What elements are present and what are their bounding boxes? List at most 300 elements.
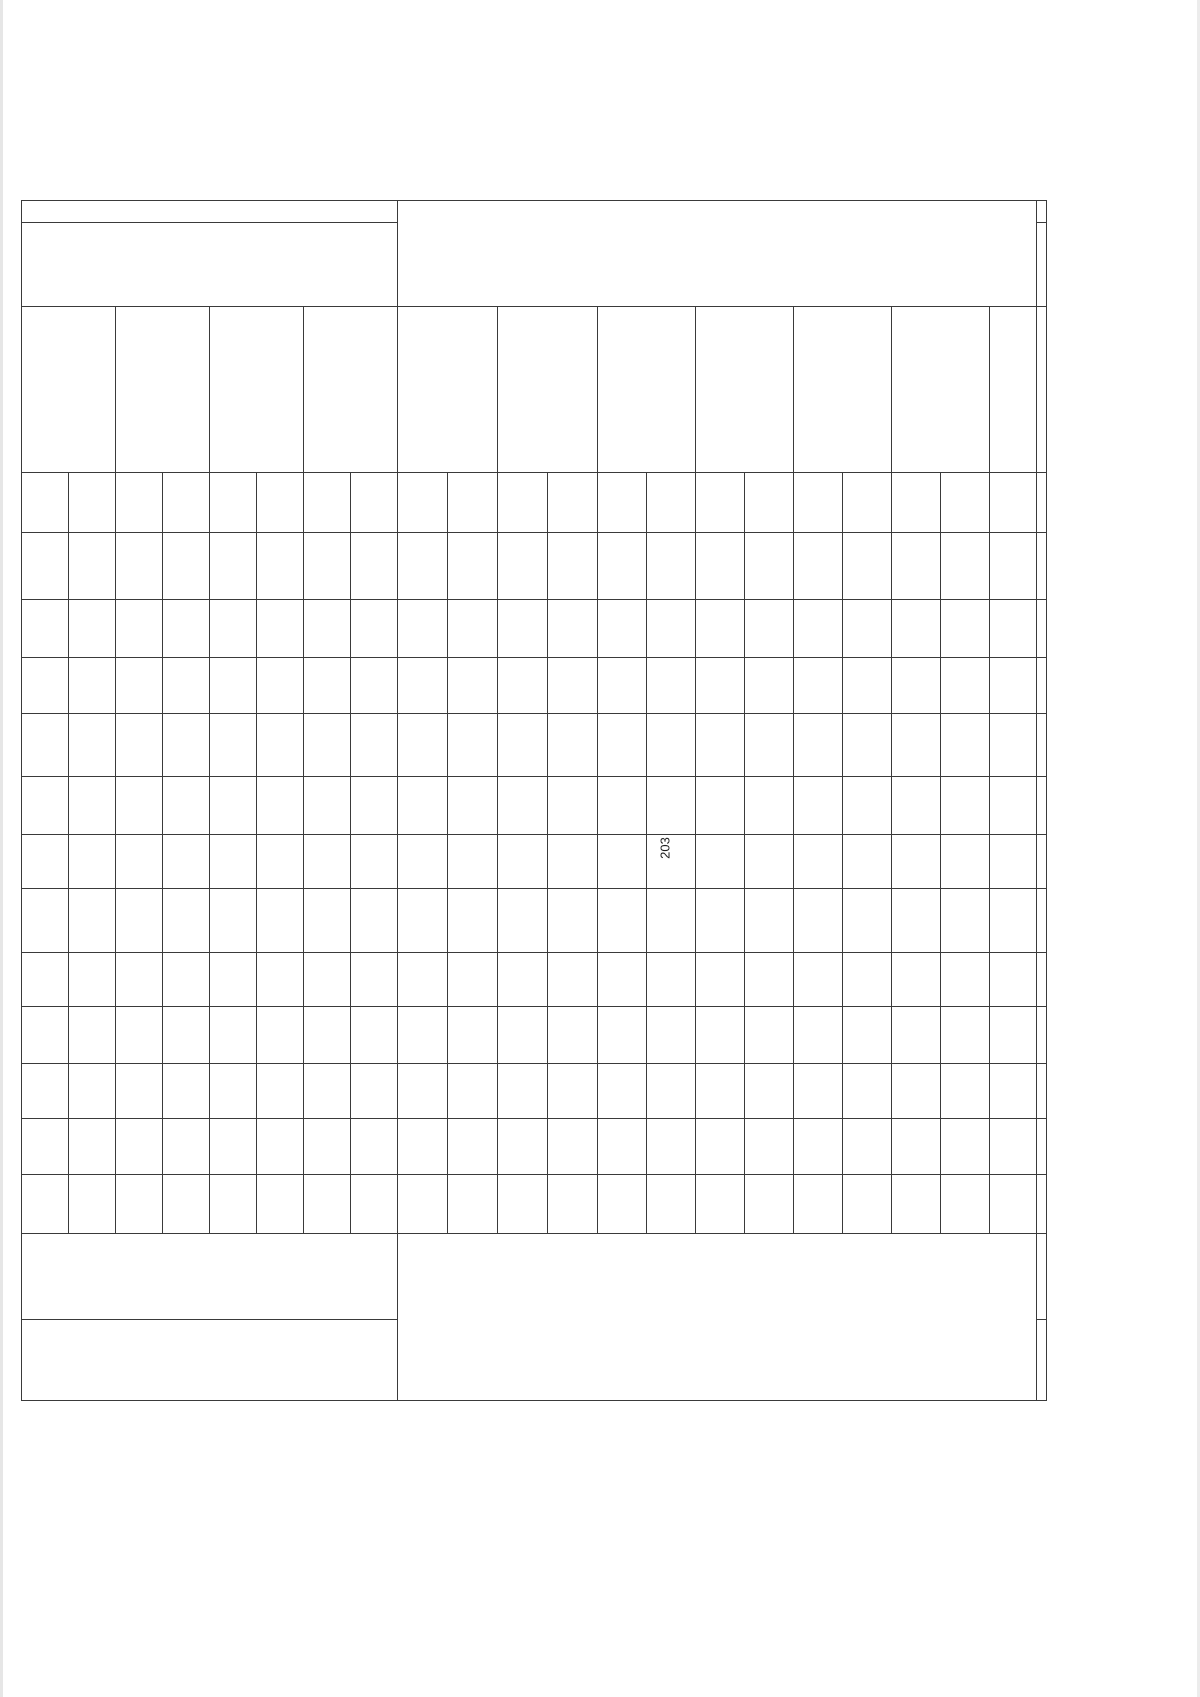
table-row [843, 201, 892, 1401]
table-row [69, 201, 116, 1401]
value-cell [22, 1175, 69, 1234]
value-cell [163, 714, 210, 777]
value-cell [448, 1064, 498, 1119]
row-label [498, 307, 598, 473]
value-cell [163, 600, 210, 658]
value-cell [990, 714, 1037, 777]
value-cell [990, 1064, 1037, 1119]
page-number: 203 [657, 837, 673, 859]
value-cell [941, 953, 990, 1007]
value-cell [398, 600, 448, 658]
value-cell [892, 1007, 941, 1064]
value-cell [498, 1064, 548, 1119]
row-label [116, 307, 210, 473]
value-cell [498, 1007, 548, 1064]
blank-cell [398, 1234, 1037, 1401]
value-cell [304, 600, 351, 658]
value-cell [990, 1119, 1037, 1175]
value-cell [304, 777, 351, 835]
value-cell [941, 1007, 990, 1064]
value-cell [69, 1119, 116, 1175]
value-cell [257, 1007, 304, 1064]
unit-cell [498, 473, 548, 533]
value-cell [548, 714, 598, 777]
value-cell [210, 658, 257, 714]
value-cell [210, 835, 257, 889]
value-cell [69, 600, 116, 658]
value-cell [69, 1064, 116, 1119]
value-cell [210, 1064, 257, 1119]
value-cell [398, 714, 448, 777]
value-cell [116, 777, 163, 835]
value-cell [116, 835, 163, 889]
value-cell [210, 533, 257, 600]
value-cell [794, 777, 843, 835]
value-cell [163, 658, 210, 714]
value-cell [448, 714, 498, 777]
value-cell [498, 1175, 548, 1234]
value-cell [22, 533, 69, 600]
value-cell [448, 658, 498, 714]
value-cell [745, 1175, 794, 1234]
value-cell [941, 658, 990, 714]
value-cell [598, 658, 647, 714]
value-cell [647, 1007, 696, 1064]
value-cell [843, 953, 892, 1007]
unit-cell [548, 473, 598, 533]
value-cell [351, 658, 398, 714]
value-cell [892, 1175, 941, 1234]
value-cell [990, 1007, 1037, 1064]
value-cell [990, 533, 1037, 600]
unit-cell [990, 473, 1037, 533]
value-cell [598, 889, 647, 953]
value-cell [498, 835, 548, 889]
value-cell [116, 714, 163, 777]
column-number [1037, 714, 1047, 777]
value-cell [351, 533, 398, 600]
unit-cell [941, 473, 990, 533]
row-label [794, 307, 892, 473]
value-cell [745, 1007, 794, 1064]
value-cell [351, 1007, 398, 1064]
column-number [1037, 307, 1047, 473]
value-cell [304, 1175, 351, 1234]
value-cell [990, 953, 1037, 1007]
value-cell [843, 889, 892, 953]
value-cell [941, 1064, 990, 1119]
value-cell [116, 1064, 163, 1119]
value-cell [941, 835, 990, 889]
value-cell [398, 1064, 448, 1119]
value-cell [69, 777, 116, 835]
value-cell [69, 1175, 116, 1234]
unit-cell [304, 473, 351, 533]
value-cell [598, 777, 647, 835]
value-cell [990, 835, 1037, 889]
value-cell [892, 1119, 941, 1175]
column-number [1037, 658, 1047, 714]
value-cell [843, 1119, 892, 1175]
unit-cell [647, 473, 696, 533]
unit-cell [696, 473, 745, 533]
column-number [1037, 1064, 1047, 1119]
value-cell [351, 600, 398, 658]
value-cell [598, 1119, 647, 1175]
value-cell [116, 1175, 163, 1234]
value-cell [398, 777, 448, 835]
value-cell [163, 889, 210, 953]
row-label [210, 307, 304, 473]
value-cell [794, 953, 843, 1007]
value-cell [794, 835, 843, 889]
value-cell [892, 889, 941, 953]
table-row [257, 201, 304, 1401]
value-cell [892, 600, 941, 658]
value-cell [304, 835, 351, 889]
blank-cell [398, 201, 1037, 307]
value-cell [598, 714, 647, 777]
value-cell [647, 777, 696, 835]
value-cell [598, 953, 647, 1007]
value-cell [448, 600, 498, 658]
value-cell [257, 533, 304, 600]
value-cell [990, 889, 1037, 953]
table-row [163, 201, 210, 1401]
value-cell [448, 1119, 498, 1175]
table-row [990, 201, 1037, 1401]
value-cell [745, 835, 794, 889]
value-cell [990, 658, 1037, 714]
value-cell [548, 1007, 598, 1064]
value-cell [745, 1119, 794, 1175]
value-cell [843, 1175, 892, 1234]
value-cell [351, 953, 398, 1007]
value-cell [69, 533, 116, 600]
column-number [1037, 600, 1047, 658]
value-cell [941, 600, 990, 658]
value-cell [745, 777, 794, 835]
value-cell [892, 777, 941, 835]
value-cell [304, 714, 351, 777]
value-cell [941, 777, 990, 835]
value-cell [304, 953, 351, 1007]
table-row [351, 201, 398, 1401]
value-cell [448, 1007, 498, 1064]
value-cell [843, 777, 892, 835]
value-cell [304, 658, 351, 714]
value-cell [892, 658, 941, 714]
column-number [1037, 223, 1047, 307]
unit-cell [69, 473, 116, 533]
value-cell [745, 658, 794, 714]
value-cell [498, 1119, 548, 1175]
value-cell [843, 714, 892, 777]
row-label [304, 307, 398, 473]
value-cell [498, 953, 548, 1007]
column-number [1037, 777, 1047, 835]
value-cell [257, 600, 304, 658]
value-cell [598, 533, 647, 600]
value-cell [398, 533, 448, 600]
value-cell [351, 835, 398, 889]
value-cell [548, 658, 598, 714]
value-cell [351, 1175, 398, 1234]
table-row [548, 201, 598, 1401]
unit-cell [210, 473, 257, 533]
table-body [22, 201, 1047, 1401]
value-cell [304, 533, 351, 600]
unit-cell [257, 473, 304, 533]
value-cell [351, 889, 398, 953]
table-row [745, 201, 794, 1401]
value-cell [990, 777, 1037, 835]
project-number [22, 201, 398, 223]
unit-cell [843, 473, 892, 533]
project-name [22, 223, 398, 307]
value-cell [892, 533, 941, 600]
value-cell [257, 658, 304, 714]
value-cell [794, 1007, 843, 1064]
value-cell [548, 1119, 598, 1175]
value-cell [696, 1064, 745, 1119]
value-cell [304, 1064, 351, 1119]
value-cell [116, 953, 163, 1007]
value-cell [210, 714, 257, 777]
value-cell [69, 658, 116, 714]
value-cell [448, 889, 498, 953]
value-cell [398, 953, 448, 1007]
row-label [892, 307, 990, 473]
value-cell [892, 714, 941, 777]
value-cell [116, 533, 163, 600]
value-cell [69, 1007, 116, 1064]
value-cell [448, 953, 498, 1007]
value-cell [745, 600, 794, 658]
value-cell [398, 658, 448, 714]
value-cell [210, 1007, 257, 1064]
value-cell [843, 600, 892, 658]
value-cell [548, 889, 598, 953]
value-cell [304, 1007, 351, 1064]
value-cell [745, 714, 794, 777]
value-cell [745, 533, 794, 600]
column-number [1037, 953, 1047, 1007]
value-cell [647, 658, 696, 714]
value-cell [163, 1119, 210, 1175]
value-cell [498, 777, 548, 835]
unit-cell [116, 473, 163, 533]
value-cell [745, 953, 794, 1007]
value-cell [794, 1175, 843, 1234]
value-cell [448, 835, 498, 889]
value-cell [647, 835, 696, 889]
unit-cell [163, 473, 210, 533]
value-cell [696, 533, 745, 600]
column-numbers-row [1037, 201, 1047, 1401]
value-cell [210, 600, 257, 658]
value-cell [696, 1175, 745, 1234]
value-cell [163, 777, 210, 835]
value-cell [745, 1064, 794, 1119]
column-number [1037, 1320, 1047, 1401]
value-cell [116, 889, 163, 953]
row-label [22, 307, 116, 473]
purpose-cell [22, 1320, 398, 1401]
value-cell [794, 658, 843, 714]
value-cell [843, 658, 892, 714]
value-cell [448, 1175, 498, 1234]
value-cell [647, 1119, 696, 1175]
value-cell [163, 835, 210, 889]
row-label [990, 307, 1037, 473]
value-cell [22, 953, 69, 1007]
value-cell [696, 658, 745, 714]
value-cell [498, 658, 548, 714]
row-label [598, 307, 696, 473]
value-cell [941, 889, 990, 953]
value-cell [794, 600, 843, 658]
value-cell [116, 1007, 163, 1064]
value-cell [696, 889, 745, 953]
value-cell [448, 533, 498, 600]
value-cell [647, 1064, 696, 1119]
value-cell [22, 1064, 69, 1119]
value-cell [941, 714, 990, 777]
unit-cell [892, 473, 941, 533]
value-cell [257, 1064, 304, 1119]
value-cell [257, 835, 304, 889]
value-cell [843, 1007, 892, 1064]
value-cell [647, 953, 696, 1007]
value-cell [398, 835, 448, 889]
value-cell [116, 600, 163, 658]
value-cell [647, 533, 696, 600]
unit-cell [351, 473, 398, 533]
value-cell [22, 835, 69, 889]
value-cell [398, 1119, 448, 1175]
value-cell [22, 1007, 69, 1064]
value-cell [647, 889, 696, 953]
value-cell [351, 1064, 398, 1119]
value-cell [498, 533, 548, 600]
value-cell [163, 1175, 210, 1234]
value-cell [548, 835, 598, 889]
column-number [1037, 835, 1047, 889]
value-cell [941, 533, 990, 600]
value-cell [448, 777, 498, 835]
value-cell [69, 714, 116, 777]
value-cell [116, 1119, 163, 1175]
value-cell [69, 835, 116, 889]
value-cell [351, 1119, 398, 1175]
value-cell [843, 835, 892, 889]
column-number [1037, 473, 1047, 533]
value-cell [163, 533, 210, 600]
value-cell [163, 1064, 210, 1119]
executor-cell [22, 1234, 398, 1320]
value-cell [647, 714, 696, 777]
value-cell [210, 1119, 257, 1175]
value-cell [647, 1175, 696, 1234]
value-cell [598, 1007, 647, 1064]
value-cell [745, 889, 794, 953]
table-row [448, 201, 498, 1401]
value-cell [696, 777, 745, 835]
value-cell [22, 889, 69, 953]
value-cell [794, 1064, 843, 1119]
value-cell [257, 1175, 304, 1234]
value-cell [22, 714, 69, 777]
value-cell [498, 714, 548, 777]
value-cell [257, 889, 304, 953]
rotated-table-wrapper [163, 200, 1047, 1400]
value-cell [598, 835, 647, 889]
value-cell [696, 1119, 745, 1175]
value-cell [257, 1119, 304, 1175]
value-cell [398, 889, 448, 953]
value-cell [941, 1119, 990, 1175]
value-cell [69, 889, 116, 953]
value-cell [696, 953, 745, 1007]
value-cell [257, 777, 304, 835]
value-cell [696, 714, 745, 777]
value-cell [941, 1175, 990, 1234]
value-cell [210, 777, 257, 835]
column-number [1037, 1234, 1047, 1320]
value-cell [69, 953, 116, 1007]
unit-cell [398, 473, 448, 533]
value-cell [696, 1007, 745, 1064]
value-cell [598, 1175, 647, 1234]
value-cell [498, 600, 548, 658]
value-cell [598, 1064, 647, 1119]
value-cell [892, 835, 941, 889]
value-cell [22, 658, 69, 714]
value-cell [304, 889, 351, 953]
value-cell [163, 953, 210, 1007]
column-number [1037, 1007, 1047, 1064]
unit-cell [598, 473, 647, 533]
value-cell [598, 600, 647, 658]
value-cell [498, 889, 548, 953]
value-cell [398, 1175, 448, 1234]
value-cell [116, 658, 163, 714]
value-cell [163, 1007, 210, 1064]
unit-cell [794, 473, 843, 533]
value-cell [22, 777, 69, 835]
column-number [1037, 533, 1047, 600]
value-cell [210, 1175, 257, 1234]
value-cell [22, 600, 69, 658]
unit-cell [22, 473, 69, 533]
value-cell [794, 533, 843, 600]
value-cell [892, 953, 941, 1007]
value-cell [696, 600, 745, 658]
column-number [1037, 1175, 1047, 1234]
table-row [647, 201, 696, 1401]
value-cell [892, 1064, 941, 1119]
value-cell [548, 953, 598, 1007]
value-cell [398, 1007, 448, 1064]
value-cell [548, 533, 598, 600]
value-cell [794, 714, 843, 777]
value-cell [22, 1119, 69, 1175]
row-label [398, 307, 498, 473]
value-cell [304, 1119, 351, 1175]
value-cell [210, 953, 257, 1007]
table-row [941, 201, 990, 1401]
